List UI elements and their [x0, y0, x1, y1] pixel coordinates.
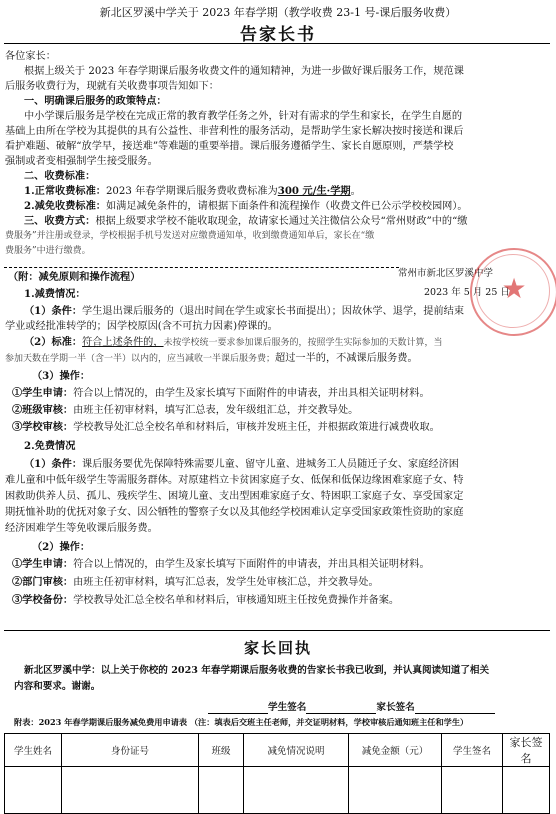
reduction-standard-line-1	[24, 336, 443, 350]
payment-method-line-1	[24, 215, 468, 228]
normal-fee-end: 。	[350, 186, 361, 197]
reduction-step-1	[12, 387, 430, 400]
exemption-condition-text: 课后服务要优先保障特殊需要儿童、留守儿童、进城务工人员随迁子女、家庭经济困	[82, 459, 459, 470]
col-amount: 减免金额（元）	[349, 734, 442, 767]
school-seal	[470, 248, 556, 336]
salutation: 各位家长：	[5, 51, 56, 62]
reduction-condition-label: （1）条件：	[24, 305, 83, 317]
col-reason: 减免情况说明	[244, 734, 349, 767]
reduction-step-1-text: 符合以上情况的，由学生及家长填写下面附件的申请表，并出具相关证明材料。	[73, 388, 430, 399]
reduced-fee-text: 如满足减免条件的，请根据下面条件和流程操作（收费文件已公示学校校园网）。	[105, 201, 468, 212]
payment-method-label: 三、收费方式：	[24, 215, 96, 227]
section2-heading: 二、收费标准：	[24, 170, 96, 182]
exemption-heading: 2.免费情况	[24, 440, 76, 452]
section1-line-1: 中小学课后服务是学校在完成正常的教育教学任务之外，针对有需求的学生和家长，在学生自愿的	[24, 111, 463, 122]
exemption-step-2-text: 由班主任初审材料，填写汇总表，发学生处审核汇总，并交教导处。	[73, 577, 379, 588]
section1-line-3: 看护难题、破解“放学早，接送难”等难题的重要举措。课后服务遵循学生、家长自愿原则，严禁学校	[5, 141, 454, 152]
reduction-step-2	[12, 404, 358, 417]
exemption-step-1	[12, 558, 430, 571]
intro-line-2: 后服务收费行为，现就有关收费事项告知如下：	[5, 81, 219, 92]
reduction-standard-label: （2）标准：	[24, 336, 83, 348]
issuer-name: 常州市新北区罗溪中学	[398, 268, 494, 279]
receipt-title: 家长回执	[243, 639, 312, 657]
table-header-row	[5, 734, 550, 767]
receipt-divider	[4, 630, 550, 631]
exemption-step-1-text: 符合以上情况的，由学生及家长填写下面附件的申请表，并出具相关证明材料。	[73, 559, 430, 570]
col-student-sign: 学生签名	[442, 734, 503, 767]
table-note: 附表：2023 年春学期课后服务减免费用申请表 （注：填表后交班主任老师，并交证明材料，学校审核后通知班主任和学生）	[14, 717, 469, 727]
seal-star-icon: ★	[501, 272, 527, 305]
payment-method-line-3: 费服务”中进行缴费。	[5, 246, 91, 256]
exemption-step-3-text: 学校教导处汇总全校名单和材料后，审核通知班主任按免费操作并备案。	[73, 595, 400, 606]
reduction-condition-text: 学生退出课后服务的（退出时间在学生或家长书面提出）；因故休学、退学，提前结束	[82, 306, 465, 317]
cell-id-number[interactable]	[62, 767, 199, 814]
exemption-operation-heading: （2）操作：	[32, 541, 91, 553]
exemption-condition-line-2: 难儿童和中低年级学生等需服务群体。对原建档立卡贫困家庭子女、低保和低保边缘困难家庭子女、特	[5, 475, 464, 486]
attachment-heading: （附：减免原则和操作流程）	[8, 271, 141, 283]
normal-fee-text: 2023 年春学期课后服务费收费标准为	[105, 186, 278, 197]
exemption-condition-line-4: 期抚恤补助的优抚对象子女、因公牺牲的警察子女以及其他经学校困难认定享受国家政策性资助的家庭	[5, 507, 464, 518]
col-class: 班级	[199, 734, 244, 767]
title-divider	[4, 43, 550, 44]
reduced-fee-line	[24, 200, 468, 213]
receipt-text-1: 以上关于你校的 2023 年春学期课后服务收费的告家长书我已收到，并认真阅读知道了相关	[100, 665, 490, 676]
cell-class[interactable]	[199, 767, 244, 814]
exemption-step-2	[12, 576, 379, 589]
reduction-step-3-text: 学校教导处汇总全校名单和材料后，审核并发班主任，并根据政策进行减费收取。	[73, 422, 440, 433]
reduction-step-2-label: ②班级审核：	[12, 404, 74, 416]
reduction-standard-text-b: 未按学校统一要求参加课后服务的，按照学生实际参加的天数计算，当	[163, 338, 443, 348]
receipt-school: 新北区罗溪中学：	[24, 665, 101, 676]
col-parent-sign: 家长签名	[503, 734, 550, 767]
cell-amount[interactable]	[349, 767, 442, 814]
reduction-standard-text-c: 参加天数在学期一半（含一半）以内的，应当减收一半课后服务费；	[5, 354, 276, 364]
cell-reason[interactable]	[244, 767, 349, 814]
normal-fee-amount: 300 元/生·学期	[277, 185, 351, 197]
issue-date: 2023 年 5 月 25 日	[424, 287, 510, 298]
normal-fee-label: 1.正常收费标准：	[24, 185, 106, 197]
payment-method-line-2: 费服务”并注册或登录，学校根据手机号发送对应缴费通知单，收到缴费通知单后，家长在“缴	[5, 231, 375, 241]
reduction-standard-text-d: 超过一半的，不减课后服务费。	[275, 353, 418, 364]
student-sign-label: 学生签名	[268, 702, 307, 713]
attachment-divider	[4, 267, 399, 268]
reduction-condition-line-1	[24, 305, 464, 318]
letter-title: 告家长书	[240, 25, 316, 45]
exemption-step-1-label: ①学生申请：	[12, 558, 74, 570]
col-student-name: 学生姓名	[5, 734, 62, 767]
exemption-step-3-label: ③学校备份：	[12, 594, 74, 606]
normal-fee-line	[24, 185, 361, 198]
parent-sign-field[interactable]	[415, 703, 495, 714]
intro-line-1: 根据上级关于 2023 年春学期课后服务收费文件的通知精神，为进一步做好课后服务工作，规范课	[24, 66, 464, 77]
reduction-step-2-text: 由班主任初审材料，填写汇总表，发年级组汇总，并交教导处。	[73, 405, 359, 416]
col-id-number: 身份证号	[62, 734, 199, 767]
section1-line-4: 强制或者变相强制学生接受服务。	[5, 156, 158, 167]
reduction-operation-heading: （3）操作：	[32, 370, 91, 382]
reduction-step-1-label: ①学生申请：	[12, 387, 74, 399]
receipt-text-line-2: 内容和要求。谢谢。	[14, 681, 101, 692]
payment-method-text-1: 根据上级要求学校不能收取现金，故请家长通过关注微信公众号“常州财政”中的“缴	[95, 216, 468, 227]
section1-line-2: 基础上由所在学校为其提供的具有公益性、非营利性的服务活动，是帮助学生家长解决按时接送和课后	[5, 126, 464, 137]
exemption-condition-line-1	[24, 458, 459, 471]
signature-line	[208, 701, 495, 714]
student-sign-field[interactable]	[306, 703, 376, 714]
section1-heading: 一、明确课后服务的政策特点：	[24, 95, 167, 107]
exemption-condition-label: （1）条件：	[24, 458, 83, 470]
reduction-standard-line-2	[5, 352, 418, 366]
application-table	[4, 733, 550, 814]
reduction-standard-text-a: 符合上述条件的，	[82, 337, 164, 348]
reduction-step-3	[12, 421, 440, 434]
reduction-step-3-label: ③学校审核：	[12, 421, 74, 433]
table-row	[5, 767, 550, 814]
reduction-heading: 1.减费情况：	[24, 288, 86, 300]
reduced-fee-label: 2.减免收费标准：	[24, 200, 106, 212]
exemption-step-3	[12, 594, 399, 607]
parent-sign-label: 家长签名	[376, 702, 415, 713]
document-heading: 新北区罗溪中学关于 2023 年春学期（教学收费 23-1 号-课后服务收费）	[99, 6, 457, 19]
exemption-step-2-label: ②部门审核：	[12, 576, 74, 588]
cell-parent-sign[interactable]	[503, 767, 550, 814]
receipt-text-line-1	[24, 664, 489, 677]
cell-student-name[interactable]	[5, 767, 62, 814]
cell-student-sign[interactable]	[442, 767, 503, 814]
exemption-condition-line-3: 困救助供养人员、孤儿、残疾学生、困境儿童、支出型困难家庭子女、特困职工家庭子女、享受国家定	[5, 491, 464, 502]
student-sign-blank[interactable]	[208, 703, 268, 714]
reduction-condition-line-2: 学业或经批准转学的；因学校原因(含不可抗力因素)停课的。	[5, 321, 278, 332]
exemption-condition-line-5: 经济困难学生等免收课后服务费。	[5, 523, 158, 534]
